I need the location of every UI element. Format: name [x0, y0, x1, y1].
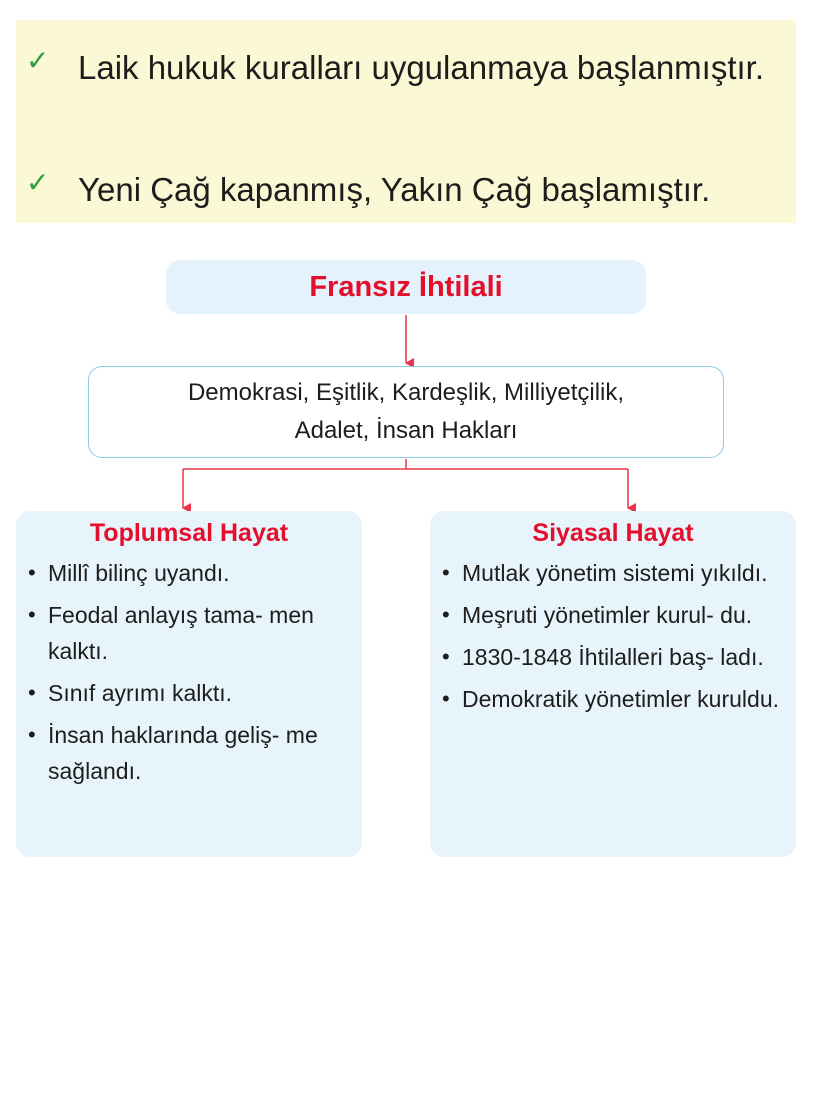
panel-heading: Toplumsal Hayat: [89, 519, 289, 547]
bullet-icon: •: [28, 680, 36, 705]
list-item: • Mutlak yönetim sistemi yıkıldı.: [440, 555, 788, 591]
bullet-icon: •: [28, 722, 36, 747]
diagram-title: Fransız İhtilali: [309, 270, 503, 303]
diagram-title-box: [166, 260, 646, 314]
list-item: • Demokratik yönetimler kuruldu.: [440, 681, 788, 717]
summary-item-text: Yeni Çağ kapanmış, Yakın Çağ başlamıştır.: [78, 171, 711, 208]
check-icon: ✓: [26, 166, 50, 199]
panel-heading: Siyasal Hayat: [532, 519, 694, 547]
social-life-list: [26, 555, 354, 795]
bullet-icon: •: [28, 560, 36, 585]
bullet-icon: •: [442, 560, 450, 585]
values-box: [88, 366, 724, 458]
values-line: Demokrasi, Eşitlik, Kardeşlik, Milliyetçilik,: [187, 379, 625, 406]
check-icon: ✓: [26, 44, 50, 77]
list-item: • İnsan haklarında geliş- me sağlandı.: [26, 717, 354, 789]
bullet-icon: •: [442, 686, 450, 711]
summary-box: [16, 20, 796, 223]
list-item: • Sınıf ayrımı kalktı.: [26, 675, 354, 711]
bullet-icon: •: [28, 602, 36, 627]
political-life-panel: [430, 511, 796, 857]
political-life-list: [440, 555, 788, 723]
list-item: • Feodal anlayış tama- men kalktı.: [26, 597, 354, 669]
list-item: • 1830-1848 İhtilalleri baş- ladı.: [440, 639, 788, 675]
bullet-icon: •: [442, 644, 450, 669]
summary-item-text: Laik hukuk kuralları uygulanmaya başlanmıştır.: [78, 49, 765, 86]
bullet-icon: •: [442, 602, 450, 627]
list-item: • Millî bilinç uyandı.: [26, 555, 354, 591]
list-item: • Meşruti yönetimler kurul- du.: [440, 597, 788, 633]
social-life-panel: [16, 511, 362, 857]
values-line: Adalet, İnsan Hakları: [294, 417, 518, 444]
